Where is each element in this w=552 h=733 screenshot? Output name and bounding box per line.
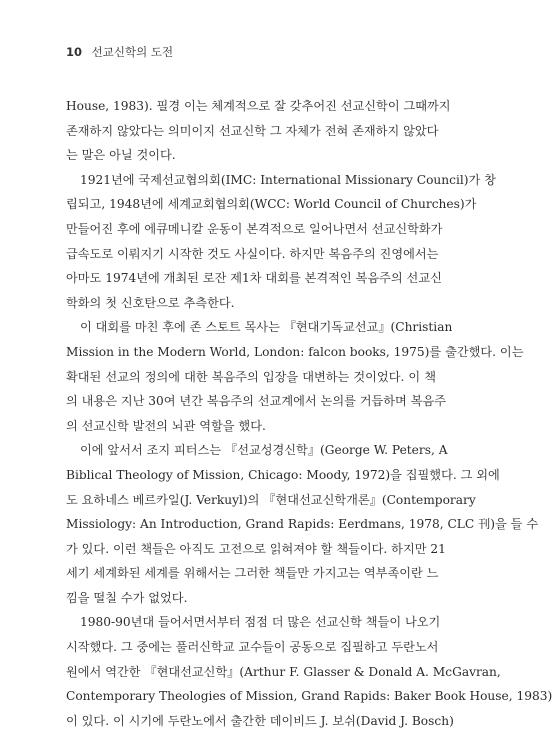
text-line: 립되고, 1948년에 세계교회협의회(WCC: World Council of Churches)가: [66, 197, 477, 212]
text-line: 확대된 선교의 정의에 대한 복음주의 입장을 대변하는 것이었다. 이 책: [66, 369, 436, 384]
text-line: Mission in the Modern World, London: falcon books, 1975)를 출간했다. 이는: [66, 344, 524, 359]
text-line: 이에 앞서서 조지 피터스는 『선교성경신학』(George W. Peters, A: [80, 443, 448, 458]
text-line: 급속도로 이뤄지기 시작한 것도 사실이다. 하지만 복음주의 진영에서는: [66, 246, 439, 261]
text-line: 학화의 첫 신호탄으로 추측한다.: [66, 295, 235, 310]
text-line: 시작했다. 그 중에는 풀러신학교 교수들이 공동으로 집필하고 두란노서: [66, 640, 439, 655]
text-line: House, 1983). 필경 이는 체계적으로 잘 갖추어진 선교신학이 그때까지: [66, 99, 451, 113]
text-line: 이 대회를 마친 후에 존 스토트 목사는 『현대기독교선교』(Christian: [80, 320, 453, 335]
page-number: 10: [66, 45, 83, 59]
text-line: 도 요하네스 베르카일(J. Verkuyl)의 『현대선교신학개론』(Contemporary: [66, 492, 476, 507]
text-line: 이 있다. 이 시기에 두란노에서 출간한 데이비드 J. 보쉬(David J. Bosch): [66, 713, 454, 728]
text-line: 만들어진 후에 에큐메니칼 운동이 본격적으로 일어나면서 선교신학화가: [66, 221, 443, 236]
text-line: 의 내용은 지난 30여 년간 복음주의 선교계에서 논의를 거듭하며 복음주: [66, 394, 447, 409]
text-line: 의 선교신학 발전의 뇌관 역할을 했다.: [66, 418, 266, 433]
text-line: 아마도 1974년에 개최된 로잔 제1차 대회를 본격적인 복음주의 선교신: [66, 271, 442, 286]
text-line: 가 있다. 이런 책들은 아직도 고전으로 읽혀져야 할 책들이다. 하지만 21: [66, 541, 446, 556]
text-line: 낌을 떨칠 수가 없었다.: [66, 590, 188, 605]
body-text: [66, 94, 552, 733]
text-line: Missiology: An Introduction, Grand Rapids: Eerdmans, 1978, CLC 刊)을 들 수: [66, 517, 539, 532]
text-line: Contemporary Theologies of Mission, Grand Rapids: Baker Book House, 1983): [66, 689, 552, 704]
text-line: 원에서 역간한 『현대선교신학』(Arthur F. Glasser & Donald A. McGavran,: [66, 664, 501, 679]
text-line: 세기 세계화된 세계를 위해서는 그러한 책들만 가지고는 역부족이란 느: [66, 566, 439, 581]
text-line: 1921년에 국제선교협의회(IMC: International Missionary Council)가 창: [80, 172, 496, 187]
text-line: 는 말은 아닐 것이다.: [66, 148, 176, 163]
text-line: Biblical Theology of Mission, Chicago: Moody, 1972)을 집필했다. 그 외에: [66, 467, 500, 482]
running-title: 선교신학의 도전: [91, 45, 174, 59]
text-line: 1980-90년대 들어서면서부터 점점 더 많은 선교신학 책들이 나오기: [80, 615, 441, 630]
running-header: [66, 44, 173, 60]
text-line: 존재하지 않았다는 의미이지 선교신학 그 자체가 전혀 존재하지 않았다: [66, 123, 439, 138]
